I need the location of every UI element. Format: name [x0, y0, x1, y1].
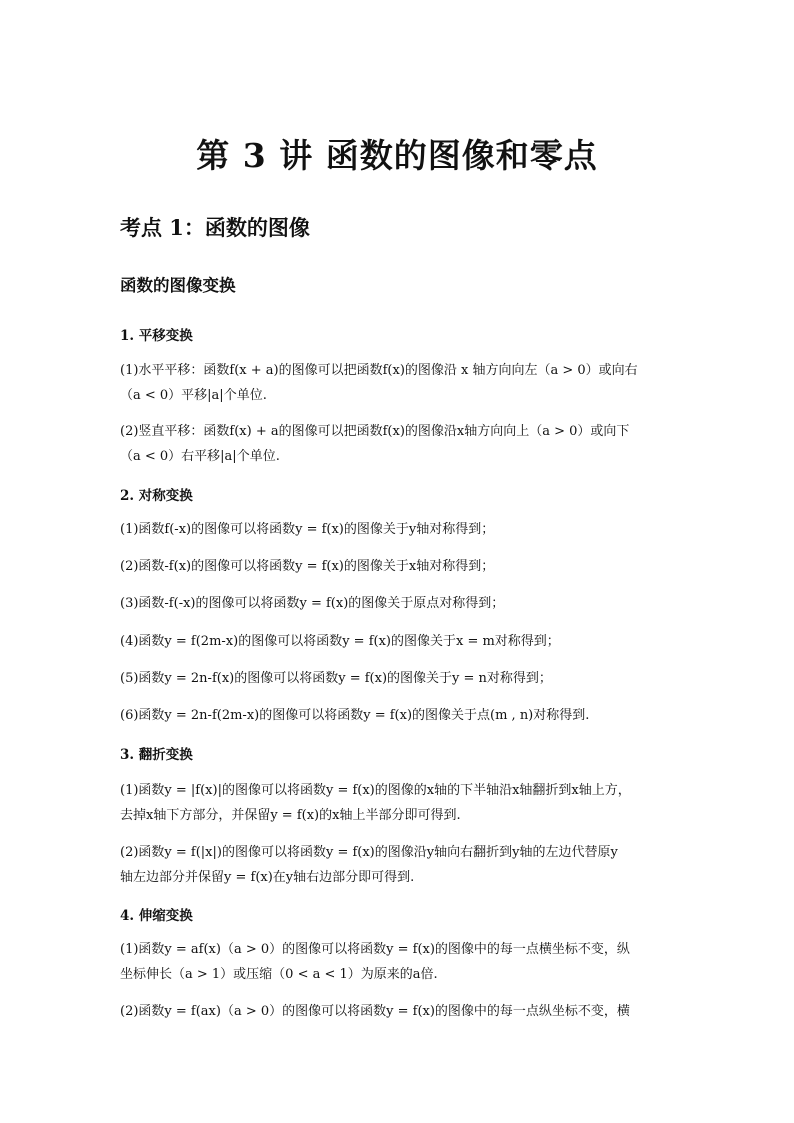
- text-line: （a < 0）右平移|a|个单位.: [120, 449, 280, 464]
- paragraph-vertical-scaling: [120, 937, 700, 987]
- symmetry-item: (2)函数-f(x)的图像可以将函数y = f(x)的图像关于x轴对称得到；: [120, 559, 495, 574]
- text-line: (1)水平平移：函数f(x + a)的图像可以把函数f(x)的图像沿 x 轴方向向左（a > 0）或向右: [120, 363, 638, 378]
- symmetry-item: (4)函数y = f(2m-x)的图像可以将函数y = f(x)的图像关于x = m对称得到；: [120, 634, 560, 649]
- symmetry-item: (6)函数y = 2n-f(2m-x)的图像可以将函数y = f(x)的图像关于点(m , n)对称得到.: [120, 708, 590, 723]
- paragraph-f-abs-x: [120, 840, 700, 890]
- heading-translation: 1. 平移变换: [120, 328, 193, 344]
- heading-flip: 3. 翻折变换: [120, 747, 193, 763]
- paragraph-vertical-shift: [120, 419, 700, 469]
- text-line: （a < 0）平移|a|个单位.: [120, 388, 267, 403]
- page-title: 第 3 讲 函数的图像和零点: [196, 136, 598, 175]
- text-line: (2)函数y = f(|x|)的图像可以将函数y = f(x)的图像沿y轴向右翻折到y轴的左边代替原y: [120, 845, 618, 860]
- text-line: (1)函数y = af(x)（a > 0）的图像可以将函数y = f(x)的图像中的每一点横坐标不变，纵: [120, 942, 630, 957]
- text-line: 轴左边部分并保留y = f(x)在y轴右边部分即可得到.: [120, 870, 415, 885]
- symmetry-item: (5)函数y = 2n-f(x)的图像可以将函数y = f(x)的图像关于y = n对称得到；: [120, 671, 552, 686]
- symmetry-item: (1)函数f(-x)的图像可以将函数y = f(x)的图像关于y轴对称得到；: [120, 522, 495, 537]
- paragraph-horizontal-shift: [120, 358, 700, 408]
- text-line: (1)函数y = |f(x)|的图像可以将函数y = f(x)的图像的x轴的下半轴沿x轴翻折到x轴上方，: [120, 783, 631, 798]
- subsection-heading: 函数的图像变换: [120, 276, 236, 295]
- text-line: 去掉x轴下方部分，并保留y = f(x)的x轴上半部分即可得到.: [120, 808, 461, 823]
- paragraph-horizontal-scaling: [120, 999, 700, 1024]
- section-heading: 考点 1：函数的图像: [120, 215, 310, 240]
- heading-symmetry: 2. 对称变换: [120, 488, 193, 504]
- paragraph-abs-f: [120, 778, 700, 828]
- heading-scaling: 4. 伸缩变换: [120, 908, 193, 924]
- symmetry-item: (3)函数-f(-x)的图像可以将函数y = f(x)的图像关于原点对称得到；: [120, 596, 505, 611]
- text-line: 坐标伸长（a > 1）或压缩（0 < a < 1）为原来的a倍.: [120, 967, 438, 982]
- text-line: (2)竖直平移：函数f(x) + a的图像可以把函数f(x)的图像沿x轴方向向上（a > 0）或向下: [120, 424, 630, 439]
- text-line: (2)函数y = f(ax)（a > 0）的图像可以将函数y = f(x)的图像中的每一点纵坐标不变，横: [120, 1004, 630, 1019]
